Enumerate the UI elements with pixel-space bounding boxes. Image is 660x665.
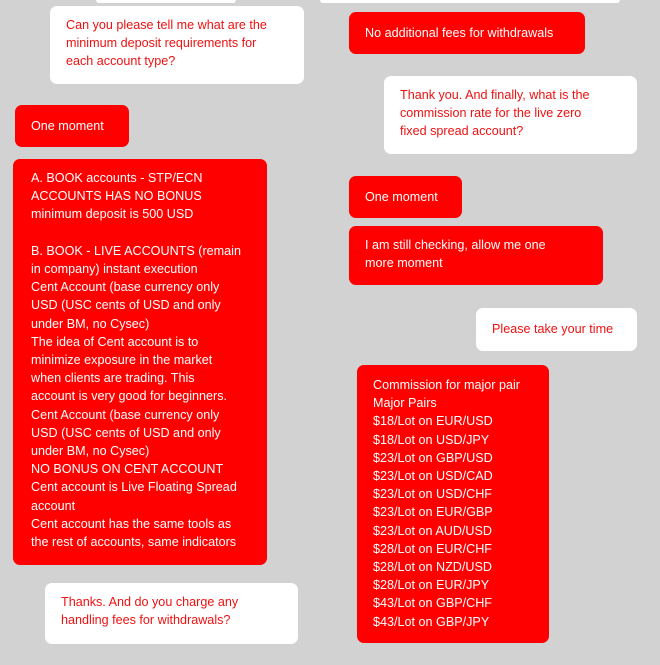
- message-agent-no-withdrawal-fees: No additional fees for withdrawals: [349, 12, 585, 54]
- message-user-withdrawal-fees-question: Thanks. And do you charge any handling fees for withdrawals?: [45, 583, 298, 644]
- message-user-commission-question: Thank you. And finally, what is the commission rate for the live zero fixed spread account?: [384, 76, 637, 154]
- previous-message-fragment-right: [320, 0, 620, 3]
- message-agent-one-moment: One moment: [15, 105, 129, 147]
- message-agent-one-moment-2: One moment: [349, 176, 462, 218]
- message-agent-account-details: A. BOOK accounts - STP/ECN ACCOUNTS HAS NO BONUS minimum deposit is 500 USD B. BOOK - LIVE ACCOUNTS (remain in company) instant execution Cent Account (base currency only USD (USC cents of USD and only under BM, no Cysec) The idea of Cent account is to minimize exposure in the market when clients are trading. This account is very good for beginners. Cent Account (base currency only USD (USC cents of USD and only under BM, no Cysec) NO BONUS ON CENT ACCOUNT Cent account is Live Floating Spread account Cent account has the same tools as the rest of accounts, same indicators: [13, 159, 267, 565]
- message-user-deposit-question: Can you please tell me what are the minimum deposit requirements for each account type?: [50, 6, 304, 84]
- message-user-take-your-time: Please take your time: [476, 308, 637, 351]
- previous-message-fragment-left: [96, 0, 236, 3]
- message-agent-still-checking: I am still checking, allow me one more moment: [349, 226, 603, 285]
- message-agent-commission-rates: Commission for major pair Major Pairs $18/Lot on EUR/USD $18/Lot on USD/JPY $23/Lot on GBP/USD $23/Lot on USD/CAD $23/Lot on USD/CHF $23/Lot on EUR/GBP $23/Lot on AUD/USD $28/Lot on EUR/CHF $28/Lot on NZD/USD $28/Lot on EUR/JPY $43/Lot on GBP/CHF $43/Lot on GBP/JPY: [357, 365, 549, 643]
